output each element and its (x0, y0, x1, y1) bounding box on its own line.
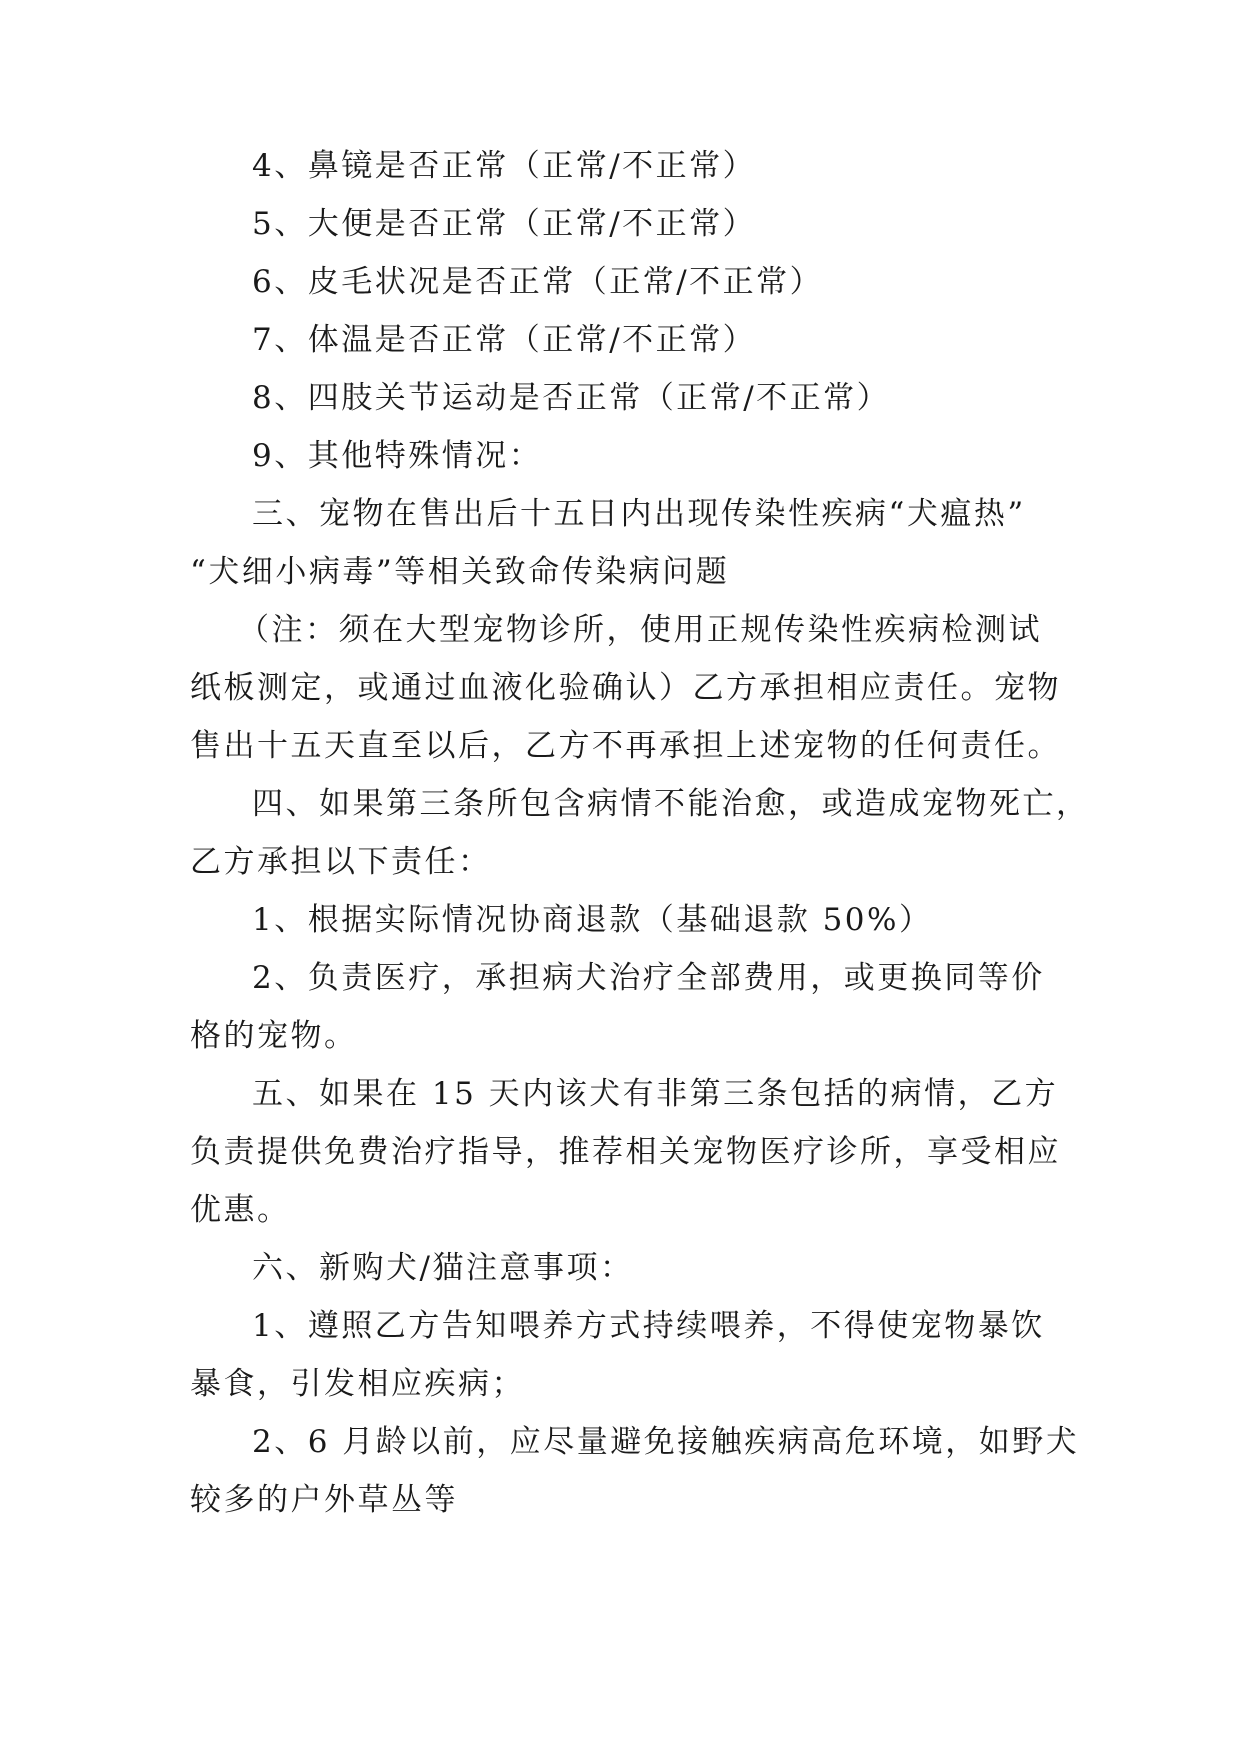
clause-6-item-2-line-2: 较多的户外草丛等 (190, 1482, 458, 1518)
clause-3-line-1: 三、宠物在售出后十五日内出现传染性疾病“犬瘟热” (252, 496, 1026, 532)
check-item-6: 6、皮毛状况是否正常（正常/不正常） (252, 264, 824, 300)
clause-5-line-3: 优惠。 (190, 1192, 291, 1228)
clause-6-item-2-line-1: 2、6 月龄以前，应尽量避免接触疾病高危环境，如野犬 (252, 1424, 1080, 1460)
clause-3-note-line-1: （注：须在大型宠物诊所，使用正规传染性疾病检测试 (238, 612, 1042, 648)
clause-3-note-line-2: 纸板测定，或通过血液化验确认）乙方承担相应责任。宠物 (190, 670, 1061, 706)
clause-5-line-2: 负责提供免费治疗指导，推荐相关宠物医疗诊所，享受相应 (190, 1134, 1061, 1170)
clause-4-line-1: 四、如果第三条所包含病情不能治愈，或造成宠物死亡， (252, 786, 1090, 822)
clause-4-line-2: 乙方承担以下责任： (190, 844, 492, 880)
clause-4-item-2-line-1: 2、负责医疗，承担病犬治疗全部费用，或更换同等价 (252, 960, 1045, 996)
clause-6-heading: 六、新购犬/猫注意事项： (252, 1250, 634, 1286)
check-item-4: 4、鼻镜是否正常（正常/不正常） (252, 148, 757, 184)
clause-4-item-1: 1、根据实际情况协商退款（基础退款 50%） (252, 902, 933, 938)
document-body (190, 137, 1090, 1529)
check-item-5: 5、大便是否正常（正常/不正常） (252, 206, 757, 242)
check-item-8: 8、四肢关节运动是否正常（正常/不正常） (252, 380, 891, 416)
clause-4-item-2-line-2: 格的宠物。 (190, 1018, 358, 1054)
clause-5-line-1: 五、如果在 15 天内该犬有非第三条包括的病情，乙方 (252, 1076, 1059, 1112)
clause-6-item-1-line-1: 1、遵照乙方告知喂养方式持续喂养，不得使宠物暴饮 (252, 1308, 1045, 1344)
clause-3-line-2: “犬细小病毒”等相关致命传染病问题 (190, 554, 730, 590)
clause-3-note-line-3: 售出十五天直至以后，乙方不再承担上述宠物的任何责任。 (190, 728, 1061, 764)
clause-6-item-1-line-2: 暴食，引发相应疾病； (190, 1366, 525, 1402)
check-item-7: 7、体温是否正常（正常/不正常） (252, 322, 757, 358)
check-item-9: 9、其他特殊情况： (252, 438, 543, 474)
